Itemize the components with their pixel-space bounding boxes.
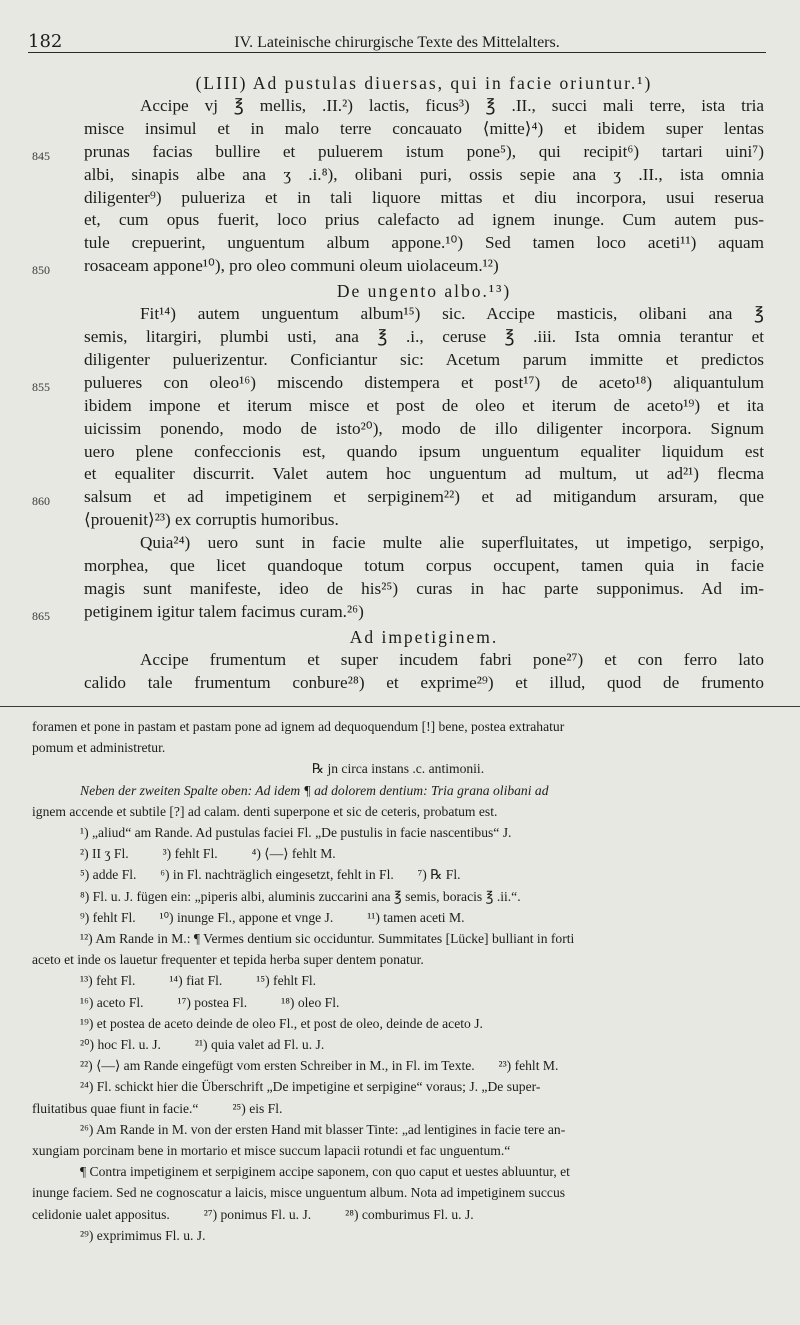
- footnote-26-cont: inunge faciem. Sed ne cognoscatur a laicis, misce unguentum album. Nota ad impetiginem succus: [32, 1185, 566, 1201]
- line-number: 855: [32, 380, 50, 395]
- text-line: ibidem impone et iterum misce et post de oleo et iterum de aceto¹⁹) et ita: [84, 395, 764, 415]
- running-header: [28, 26, 766, 53]
- text-line: Accipe vj ℥ mellis, .II.²) lactis, ficus³) ℥ .II., succi mali terre, ista tria: [140, 95, 764, 115]
- footnote-line: ignem accende et subtile [?] ad calam. denti superpone et sic de ceteris, probatum est.: [32, 803, 498, 819]
- main-text: [32, 72, 764, 694]
- text-line: salsum et ad impetiginem et serpiginem²²) et ad mitigandum arsuram, que: [84, 487, 764, 507]
- footnote-2: ²) II ʒ Fl. ³) fehlt Fl. ⁴) ⟨—⟩ fehlt M.: [80, 846, 336, 862]
- text-line: magis sunt manifeste, ideo de his²⁵) curas in hac parte supponimus. Ad im-: [84, 578, 764, 598]
- footnote-24-cont: fluitatibus quae fiunt in facie.“ ²⁵) eis Fl.: [32, 1100, 283, 1116]
- footnote-16: ¹⁶) aceto Fl. ¹⁷) postea Fl. ¹⁸) oleo Fl.: [80, 994, 340, 1010]
- text-line: pulueres con oleo¹⁶) miscendo distempera et post¹⁷) de aceto¹⁸) aliquantulum: [84, 372, 764, 392]
- footnote-29: ²⁹) exprimimus Fl. u. J.: [80, 1227, 206, 1243]
- footnote-line: foramen et pone in pastam et pastam pone ad ignem ad dequoquendum [!] bene, postea extrahatur: [32, 719, 565, 734]
- footnote-26-cont: ¶ Contra impetiginem et serpiginem accipe saponem, con quo caput et uestes abluuntur, et: [80, 1164, 570, 1180]
- text-line: prunas facias bullire et puluerem istum pone⁵), qui recipit⁶) tartari uini⁷): [84, 141, 764, 161]
- line-number: 865: [32, 609, 50, 624]
- line-number: 860: [32, 494, 50, 509]
- section-heading-impetiginem: Ad impetiginem.: [349, 626, 499, 647]
- footnote-24: ²⁴) Fl. schickt hier die Überschrift „De impetigine et serpigine“ voraus; J. „De super-: [80, 1079, 541, 1095]
- page-number: 182: [28, 31, 63, 52]
- footnote-line: ℞ jn circa instans .c. antimonii.: [311, 761, 485, 777]
- text-line: albi, sinapis albe ana ʒ .i.⁸), olibani puri, ossis sepie ana ʒ .II., ista omnia: [84, 164, 764, 184]
- footnote-line: Neben der zweiten Spalte oben: Ad idem ¶ ad dolorem dentium: Tria grana olibani ad: [80, 782, 549, 798]
- text-line: Fit¹⁴) autem unguentum album¹⁵) sic. Accipe masticis, olibani ana ℥: [140, 304, 764, 324]
- footnotes: [32, 716, 764, 1246]
- text-line: et equaliter discurrit. Valet autem hoc unguentum ad multum, ut ad²¹) flecma: [84, 464, 764, 484]
- footnote-9: ⁹) fehlt Fl. ¹⁰) inunge Fl., appone et vnge J. ¹¹) tamen aceti M.: [80, 909, 465, 925]
- text-line: et, cum opus fuerit, loco prius calefacto ad ignem inunge. Cum autem pus-: [84, 210, 764, 230]
- footnote-22: ²²) ⟨—⟩ am Rande eingefügt vom ersten Schreiber in M., in Fl. im Texte. ²³) fehlt M.: [80, 1058, 559, 1074]
- text-line: rosaceam appone¹⁰), pro oleo communi oleum uiolaceum.¹²): [84, 256, 499, 276]
- footnote-20: ²⁰) hoc Fl. u. J. ²¹) quia valet ad Fl. u. J.: [80, 1037, 325, 1053]
- paragraph-superfluitates: [32, 532, 764, 624]
- footnote-5: ⁵) adde Fl. ⁶) in Fl. nachträglich eingesetzt, fehlt in Fl. ⁷) ℞ Fl.: [80, 867, 461, 883]
- section-heading-pustulas: (LIII) Ad pustulas diuersas, qui in facie oriuntur.¹): [195, 73, 653, 93]
- paragraph-pustulas: [32, 95, 764, 278]
- footnote-12: ¹²) Am Rande in M.: ¶ Vermes dentium sic occiduntur. Summitates [Lücke] bulliant in forti: [80, 931, 575, 947]
- text-line: diligenter puluerizentur. Conficiantur sic: Acetum parum immitte et predictos: [84, 349, 764, 369]
- line-number: 850: [32, 262, 50, 277]
- footnote-8: ⁸) Fl. u. J. fügen ein: „piperis albi, aluminis zuccarini ana ℥ semis, boracis ℥ .ii.“.: [80, 888, 521, 904]
- footnote-26: ²⁶) Am Rande in M. von der ersten Hand mit blasser Tinte: „ad lentigines in facie tere an-: [80, 1121, 566, 1137]
- text-line: uicissim ponendo, modo de isto²⁰), modo de illo diligenter incorpora. Signum: [84, 418, 764, 438]
- text-line: calido tale frumentum conbure²⁸) et exprime²⁹) et illud, quod de frumento: [84, 672, 764, 692]
- footnote-divider: [0, 706, 800, 707]
- running-title: IV. Lateinische chirurgische Texte des Mittelalters.: [234, 34, 560, 51]
- text-line: petiginem igitur talem facimus curam.²⁶): [84, 601, 364, 621]
- footnote-13: ¹³) feht Fl. ¹⁴) fiat Fl. ¹⁵) fehlt Fl.: [80, 973, 317, 989]
- text-line: tule crepuerint, unguentum album appone.¹⁰) Sed tamen loco aceti¹¹) aquam: [84, 233, 764, 253]
- line-number: 845: [32, 148, 50, 163]
- text-line: uero plene confeccionis est, quando ipsum unguentum equaliter liquidum est: [84, 441, 764, 461]
- section-heading-ungento: De ungento albo.¹³): [336, 281, 512, 302]
- footnote-19: ¹⁹) et postea de aceto deinde de oleo Fl., et post de oleo, deinde de aceto J.: [80, 1015, 483, 1031]
- footnote-26-cont: xungiam porcinam bene in mortario et misce succum lapacii rotundi et fac unguentum.“: [32, 1143, 511, 1159]
- text-line: Accipe frumentum et super incudem fabri pone²⁷) et con ferro lato: [140, 649, 764, 669]
- text-line: semis, litargiri, plumbi usti, ana ℥ .i., ceruse ℥ .iii. Ista omnia terantur et: [84, 326, 764, 346]
- footnote-12-cont: aceto et inde os lauetur frequenter et tepida herba super dentem ponatur.: [32, 952, 424, 968]
- footnote-1: ¹) „aliud“ am Rande. Ad pustulas faciei Fl. „De pustulis in facie nascentibus“ J.: [80, 825, 512, 841]
- text-line: Quia²⁴) uero sunt in facie multe alie superfluitates, ut impetigo, serpigo,: [140, 533, 764, 553]
- footnote-line: pomum et administretur.: [32, 740, 166, 756]
- footnote-26-cont: celidonie ualet appositus. ²⁷) ponimus Fl. u. J. ²⁸) comburimus Fl. u. J.: [32, 1206, 474, 1222]
- paragraph-ungento: [32, 303, 764, 532]
- paragraph-impetiginem: [84, 649, 764, 695]
- text-line: morphea, que licet quandoque totum corpus occupent, tamen quia in facie: [84, 556, 764, 576]
- text-line: diligenter⁹) pulueriza et in tali liquore mittas et diu incorpora, usui reserua: [84, 187, 764, 207]
- text-line: misce insimul et in malo terre concauato ⟨mitte⟩⁴) et ibidem super lentas: [84, 118, 764, 138]
- text-line: ⟨prouenit⟩²³) ex corruptis humoribus.: [84, 510, 339, 530]
